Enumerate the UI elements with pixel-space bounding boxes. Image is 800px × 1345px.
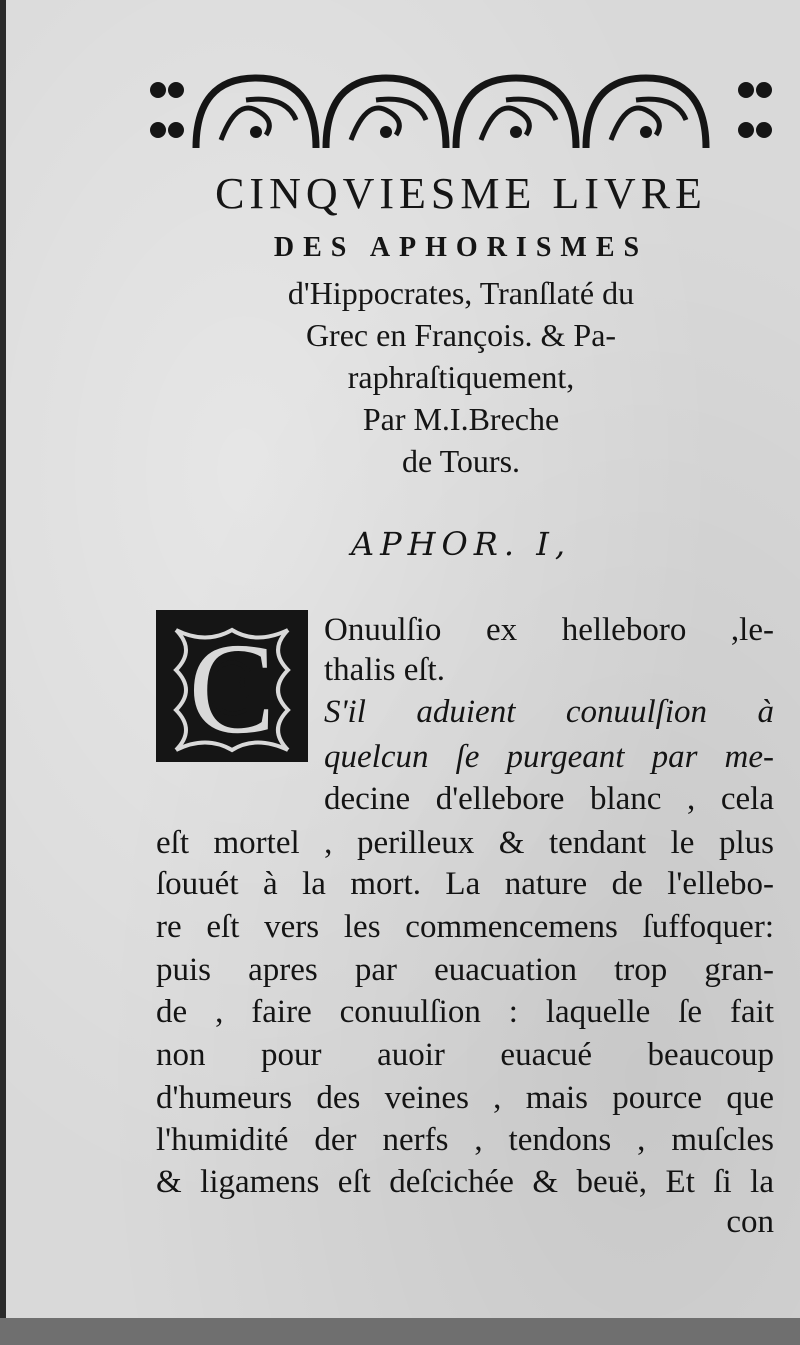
aphorism-heading: APHOR. I, <box>350 525 572 563</box>
text-line: d'humeurs des veines , mais pource que <box>156 1080 774 1116</box>
text-line: & ligamens eſt deſcichée & beuë, Et ſi la <box>156 1164 774 1200</box>
book-page <box>6 0 800 1345</box>
text-line: quelcun ſe purgeant par me- <box>324 739 774 775</box>
page-bottom-edge <box>0 1318 800 1345</box>
ornamental-drop-cap-c-icon <box>156 610 308 762</box>
svg-text:C: C <box>188 617 276 761</box>
text-line: l'humidité der nerfs , tendons , muſcles <box>156 1122 774 1158</box>
title-block <box>166 272 756 482</box>
title-line: de Tours. <box>401 443 521 479</box>
title-line: Par M.I.Breche <box>362 401 560 437</box>
catchword: con <box>726 1204 774 1240</box>
title-line: d'Hippocrates, Tranſlaté du <box>287 275 635 311</box>
title-line: Grec en François. & Pa- <box>305 317 617 353</box>
ornamental-headpiece-icon <box>146 70 776 152</box>
text-line: non pour auoir euacué beaucoup <box>156 1037 774 1073</box>
text-line: puis apres par euacuation trop gran- <box>156 952 774 988</box>
title-line: raphraſtiquement, <box>347 359 575 395</box>
text-line: eſt mortel , perilleux & tendant le plus <box>156 825 774 861</box>
book-subtitle: DES APHORISMES <box>273 232 649 263</box>
text-line: S'il aduient conuulſion à <box>324 694 774 730</box>
text-line: Onuulſio ex helleboro ,le- <box>324 612 774 648</box>
text-line: thalis eſt. <box>324 652 445 688</box>
text-line: de , faire conuulſion : laquelle ſe fait <box>156 994 774 1030</box>
book-title: CINQVIESME LIVRE <box>215 169 707 218</box>
text-line: ſouuét à la mort. La nature de l'ellebo- <box>156 866 774 902</box>
text-line: decine d'ellebore blanc , cela <box>324 781 774 817</box>
text-line: re eſt vers les commencemens ſuffoquer: <box>156 909 774 945</box>
